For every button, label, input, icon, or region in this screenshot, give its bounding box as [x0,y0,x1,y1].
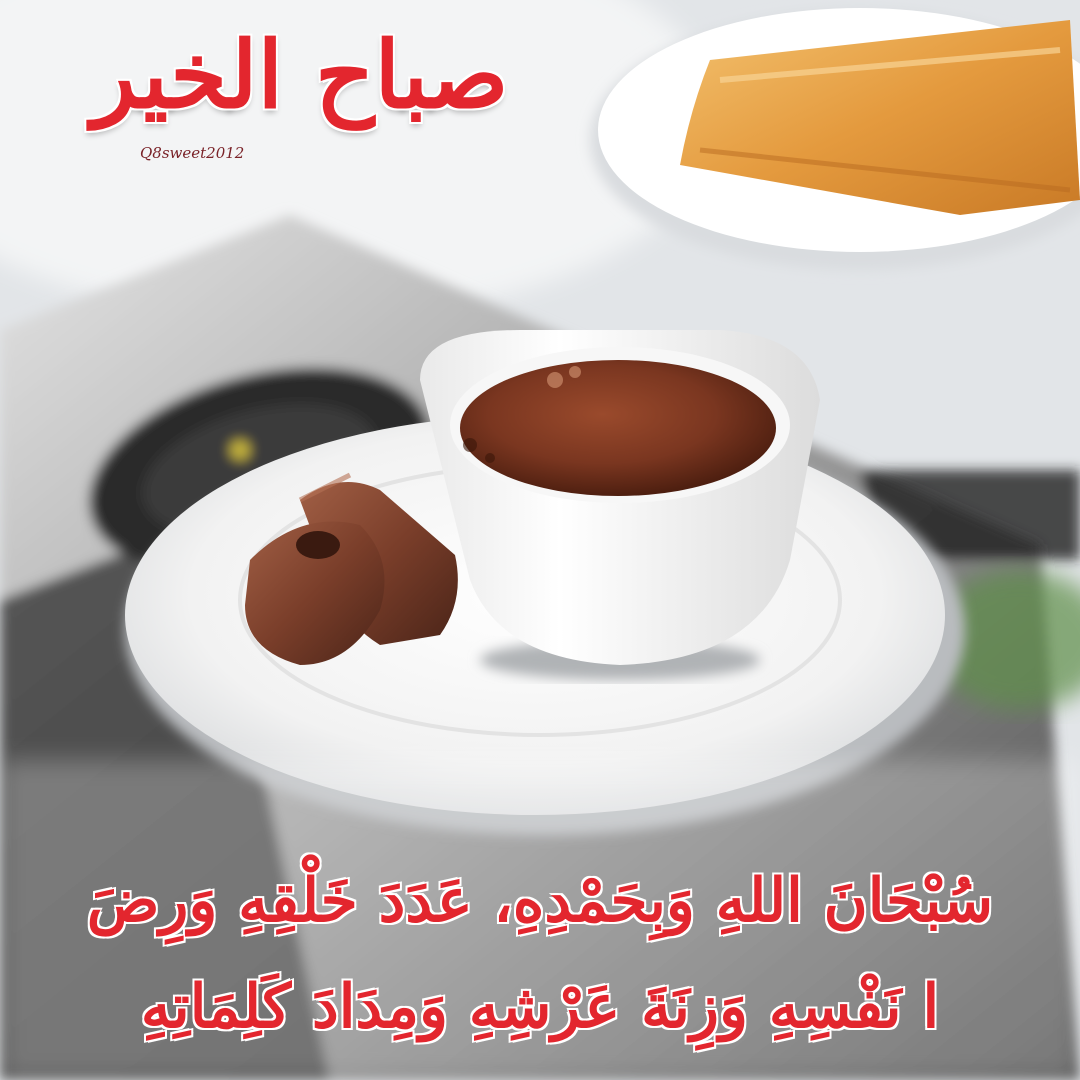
dua-line-1: سُبْحَانَ اللهِ وَبِحَمْدِهِ، عَدَدَ خَلْقِهِ وَرِضَ [86,866,994,936]
coffee [460,360,776,496]
watermark: Q8sweet2012 [140,144,245,162]
dua-line-2: ا نَفْسِهِ وَزِنَةَ عَرْشِهِ وَمِدَادَ كَلِمَاتِهِ [140,972,940,1042]
greeting-title: صباح الخير [91,21,509,129]
